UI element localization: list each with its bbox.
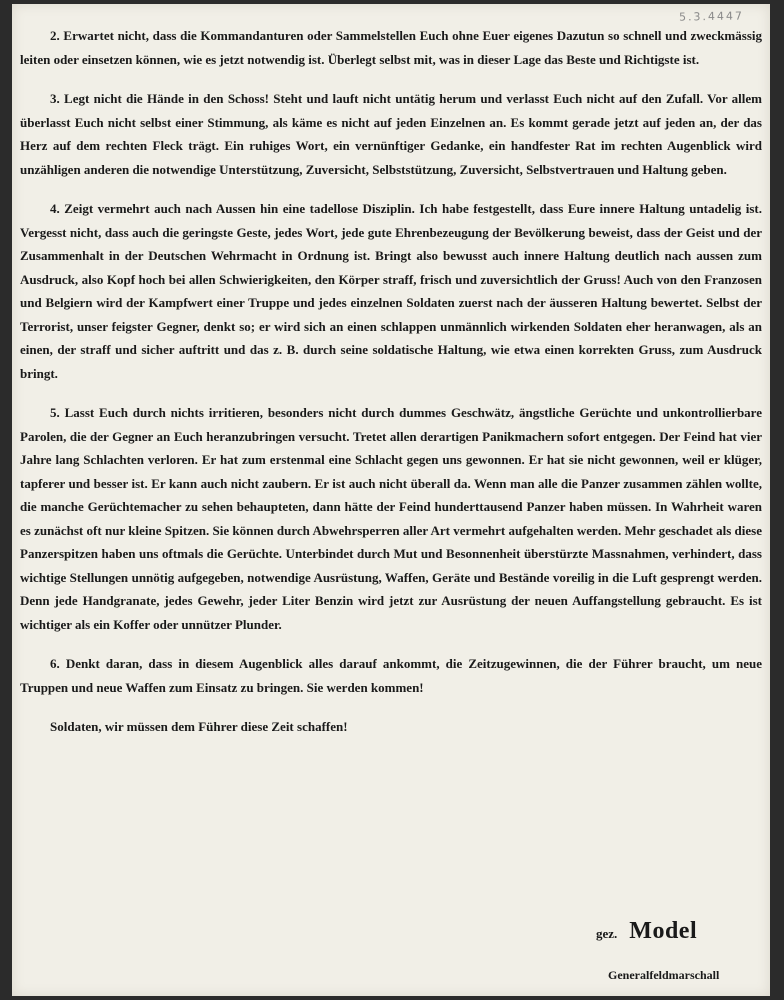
- closing-line: Soldaten, wir müssen dem Führer diese Zeit schaffen!: [50, 719, 348, 734]
- paragraph-2: 2. Erwartet nicht, dass die Kommandanturen oder Sammelstellen Euch ohne Euer eigenes Dazutun so schnell und zweckmässig leiten oder einsetzen können, wie es jetzt notwendig ist. Überlegt selbst mit, was in dieser Lage das Beste und Richtigste ist.: [20, 28, 762, 67]
- paragraph-4: 4. Zeigt vermehrt auch nach Aussen hin eine tadellose Disziplin. Ich habe festgestellt, dass Eure innere Haltung untadelig ist. Vergesst nicht, dass auch die geringste Geste, jedes Wort, jede gute Ehrenbezeugung der Bevölkerung beweist, dass der Geist und der Zusammenhalt in der Deutschen Wehrmacht in Ordnung ist. Bringt also bewusst auch innere Haltung deutlich nach aussen zum Ausdruck, also Kopf hoch bei allen Schwierigkeiten, den Körper straff, frisch und zuversichtlich der Gruss! Auch von den Franzosen und Belgiern wird der Kampfwert einer Truppe und jedes einzelnen Soldaten zuerst nach der äusseren Haltung bewertet. Selbst der Terrorist, unser feigster Gegner, denkt so; er wird sich an einen schlappen unmännlich wirkenden Soldaten eher heranwagen, als an einen, der straff und sicher auftritt und das z. B. durch seine soldatische Haltung, wie etwa einen korrekten Gruss, zum Ausdruck bringt.: [20, 201, 762, 381]
- paragraph-5: 5. Lasst Euch durch nichts irritieren, besonders nicht durch dummes Geschwätz, ängstliche Gerüchte und unkontrollierbare Parolen, die der Gegner an Euch heranzubringen versucht. Tretet allen derartigen Panikmachern sofort entgegen. Der Feind hat vier Jahre lang Schlachten verloren. Er hat zum erstenmal eine Schlacht gegen uns gewonnen. Er hat sie nicht gewonnen, weil er klüger, tapferer und besser ist. Er kann auch nicht zaubern. Er ist auch nicht überall da. Wenn man alle die Panzer zusammen zählen wollte, die manche Gerüchtemacher zu sehen behaupteten, dann hätte der Feind hunderttausend Panzer haben müssen. In Wahrheit waren es zunächst oft nur kleine Spitzen. Sie können durch Abwehrsperren aller Art vermehrt aufgehalten werden. Mehr geschadet als diese Panzerspitzen haben uns oftmals die Gerüchte. Unterbindet durch Mut und Besonnenheit überstürzte Massnahmen, verhindert, dass wichtige Stellungen unnötig aufgegeben, notwendige Ausrüstung, Waffen, Geräte und Bestände voreilig in die Luft gesprengt werden. Denn jede Handgranate, jedes Gewehr, jeder Liter Benzin wird jetzt zur Ausrüstung der neuen Auffangstellung gebraucht. Es ist wichtiger als ein Koffer oder unnützer Plunder.: [20, 405, 762, 632]
- signature-name: Model: [629, 918, 698, 944]
- document-body: [20, 24, 762, 755]
- signature-rank: Generalfeldmarschall: [608, 968, 720, 982]
- paragraph-3: 3. Legt nicht die Hände in den Schoss! Steht und lauft nicht untätig herum und verlasst Euch nicht auf den Zufall. Vor allem überlasst Euch nicht selbst einer Stimmung, als käme es nicht auf jeden Einzelnen an. Es kommt gerade jetzt auf jeden an, der das Herz auf dem rechten Fleck trägt. Ein ruhiges Wort, ein vernünftiger Gedanke, ein handfester Rat im rechten Augenblick wird unzähligen anderen die notwendige Unterstützung, Zuversicht, Selbststützung, Zuversicht, Selbstvertrauen und Haltung geben.: [20, 91, 762, 177]
- paragraph-6: 6. Denkt daran, dass in diesem Augenblick alles darauf ankommt, die Zeitzugewinnen, die der Führer braucht, um neue Truppen und neue Waffen zum Einsatz zu bringen. Sie werden kommen!: [20, 656, 762, 695]
- archive-mark: 5.3.4447: [678, 9, 745, 24]
- signature: [596, 918, 697, 945]
- signature-prefix: gez.: [596, 926, 618, 941]
- document-page: [12, 4, 770, 996]
